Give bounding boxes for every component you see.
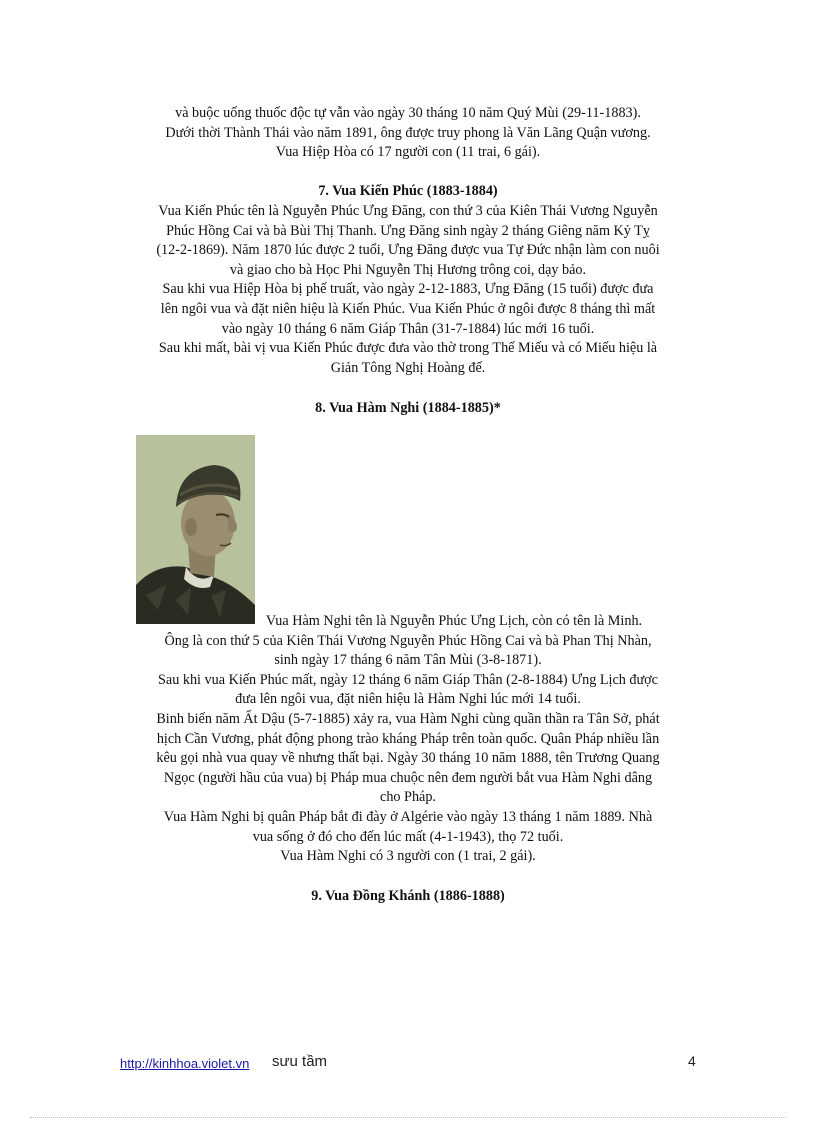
section-7-body [118,202,698,378]
text-line: Ngọc (người hầu của vua) bị Pháp mua chuộc nên đem người bắt vua Hàm Nghi dâng [163,769,653,786]
text-line: đưa lên ngôi vua, đặt niên hiệu là Hàm Nghi lúc mới 14 tuổi. [235,691,581,708]
text-line: Dưới thời Thành Thái vào năm 1891, ông được truy phong là Văn Lãng Quận vương. [165,124,651,141]
text-line: Sau khi mất, bài vị vua Kiến Phúc được đưa vào thờ trong Thế Miếu và có Miếu hiệu là [158,340,658,357]
text-line: và giao cho bà Học Phi Nguyễn Thị Hương trông coi, dạy bảo. [229,261,587,278]
text-line: Vua Hàm Nghi tên là Nguyễn Phúc Ưng Lịch, còn có tên là Minh. [265,613,643,629]
text-line: Vua Hàm Nghi có 3 người con (1 trai, 2 gái). [280,848,536,865]
text-line: và buộc uống thuốc độc tự vẫn vào ngày 30 tháng 10 năm Quý Mùi (29-11-1883). [175,105,641,121]
text-line: Vua Hiệp Hòa có 17 người con (11 trai, 6 gái). [275,144,541,161]
text-line: cho Pháp. [380,789,436,806]
text-line: lên ngôi vua và đặt niên hiệu là Kiến Phúc. Vua Kiến Phúc ở ngôi được 8 tháng thì mất [160,300,656,317]
intro-paragraph [118,104,698,163]
text-line: Vua Kiến Phúc tên là Nguyễn Phúc Ưng Đăng, con thứ 3 của Kiên Thái Vương Nguyễn [158,203,658,219]
section-8-heading: 8. Vua Hàm Nghi (1884-1885)* [315,400,501,416]
text-line: (12-2-1869). Năm 1870 lúc được 2 tuổi, Ưng Đăng được vua Tự Đức nhận làm con nuôi [156,242,660,259]
text-line: Binh biến năm Ất Dậu (5-7-1885) xảy ra, vua Hàm Nghi cùng quần thần ra Tân Sở, phát [156,710,660,727]
text-line: Phúc Hồng Cai và bà Bùi Thị Thanh. Ưng Đăng sinh ngày 2 tháng Giêng năm Kỷ Tỵ [166,222,650,239]
text-line: Vua Hàm Nghi bị quân Pháp bắt đi đày ở Algérie vào ngày 13 tháng 1 năm 1889. Nhà [163,808,653,825]
text-line: Sau khi vua Hiệp Hòa bị phế truất, vào ngày 2-12-1883, Ưng Đăng (15 tuổi) được đưa [162,281,654,298]
text-line: Giản Tông Nghị Hoàng đế. [330,359,486,376]
footer-note: sưu tầm [272,1053,328,1070]
page-bottom-divider [30,1117,786,1118]
text-line: Ông là con thứ 5 của Kiên Thái Vương Nguyễn Phúc Hồng Cai và bà Phan Thị Nhàn, [164,632,652,649]
section-9-heading: 9. Vua Đồng Khánh (1886-1888) [311,888,505,904]
page-number: 4 [688,1053,696,1069]
text-line: hịch Cần Vương, phát động phong trào kháng Pháp trên toàn quốc. Quân Pháp nhiều lần [156,730,660,747]
text-line: vào ngày 10 tháng 6 năm Giáp Thân (31-7-1884) lúc mới 16 tuổi. [221,320,595,337]
text-line: kêu gọi nhà vua quay về nhưng thất bại. Ngày 30 tháng 10 năm 1888, tên Trương Quang [156,750,660,767]
footer-link[interactable]: http://kinhhoa.violet.vn [120,1056,250,1071]
text-line: Sau khi vua Kiến Phúc mất, ngày 12 tháng 6 năm Giáp Thân (2-8-1884) Ưng Lịch được [158,671,658,688]
portrait-photo [136,435,255,624]
section-7-heading: 7. Vua Kiến Phúc (1883-1884) [318,183,498,199]
text-line: sinh ngày 17 tháng 6 năm Tân Mùi (3-8-1871). [274,652,542,669]
text-line: vua sống ở đó cho đến lúc mất (4-1-1943), thọ 72 tuổi. [252,828,564,845]
section-8-body [118,612,698,867]
